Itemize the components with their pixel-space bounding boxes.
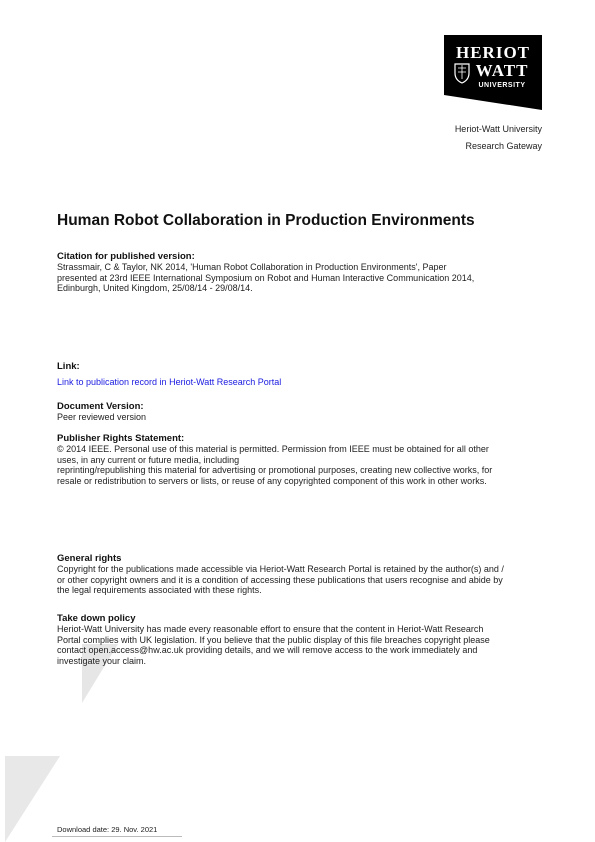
link-heading: Link: — [57, 361, 80, 372]
publisher-rights-section — [57, 433, 557, 486]
link-section — [57, 361, 547, 390]
document-version-heading: Document Version: — [57, 401, 144, 412]
citation-section — [57, 251, 547, 294]
citation-line: presented at 23rd IEEE International Symposium on Robot and Human Interactive Communication 2014, — [57, 272, 475, 283]
logo-line-watt: WATT — [475, 61, 529, 80]
footer-divider — [52, 836, 182, 837]
citation-heading: Citation for published version: — [57, 251, 195, 262]
citation-line: Edinburgh, United Kingdom, 25/08/14 - 29/08/14. — [57, 283, 253, 293]
general-rights-section — [57, 553, 557, 596]
takedown-line: Portal complies with UK legislation. If you believe that the public display of this file breaches copyright please — [57, 634, 490, 645]
publisher-rights-heading: Publisher Rights Statement: — [57, 433, 185, 444]
document-version-value: Peer reviewed version — [57, 412, 147, 422]
general-rights-heading: General rights — [57, 553, 122, 564]
document-version-section — [57, 401, 547, 423]
general-rights-line: Copyright for the publications made accessible via Heriot-Watt Research Portal is retained by the author(s) and / — [57, 564, 504, 574]
takedown-line: investigate your claim. — [57, 655, 147, 666]
rights-line: uses, in any current or future media, including — [57, 454, 240, 465]
general-rights-line: the legal requirements associated with these rights. — [57, 585, 262, 595]
logo-line-university: UNIVERSITY — [478, 82, 526, 89]
publication-record-link[interactable]: Link to publication record in Heriot-Watt Research Portal — [57, 377, 282, 387]
download-date: Download date: 29. Nov. 2021 — [57, 825, 158, 834]
rights-line: © 2014 IEEE. Personal use of this material is permitted. Permission from IEEE must be obtained for all other — [57, 444, 489, 454]
logo-line-heriot: HERIOT — [455, 43, 531, 62]
takedown-line: Heriot-Watt University has made every reasonable effort to ensure that the content in Heriot-Watt Research — [57, 624, 484, 634]
citation-line: Strassmair, C & Taylor, NK 2014, 'Human Robot Collaboration in Production Environments', Paper — [57, 262, 447, 272]
takedown-line: contact open.access@hw.ac.uk providing details, and we will remove access to the work immediately and — [57, 645, 478, 655]
rights-line: reprinting/republishing this material for advertising or promotional purposes, creating new collective works, for — [57, 465, 493, 475]
research-gateway-label: Research Gateway — [465, 141, 542, 151]
institution-name: Heriot-Watt University — [454, 124, 542, 134]
paper-title: Human Robot Collaboration in Production Environments — [57, 212, 475, 229]
general-rights-line: or other copyright owners and it is a condition of accessing these publications that users recognise and abide by — [57, 574, 503, 585]
rights-line: resale or redistribution to servers or lists, or reuse of any copyrighted component of this work in other works. — [57, 475, 487, 486]
takedown-section — [57, 613, 557, 666]
heriot-watt-logo — [444, 35, 542, 110]
decorative-triangle-lower — [5, 756, 60, 842]
takedown-heading: Take down policy — [57, 613, 136, 624]
